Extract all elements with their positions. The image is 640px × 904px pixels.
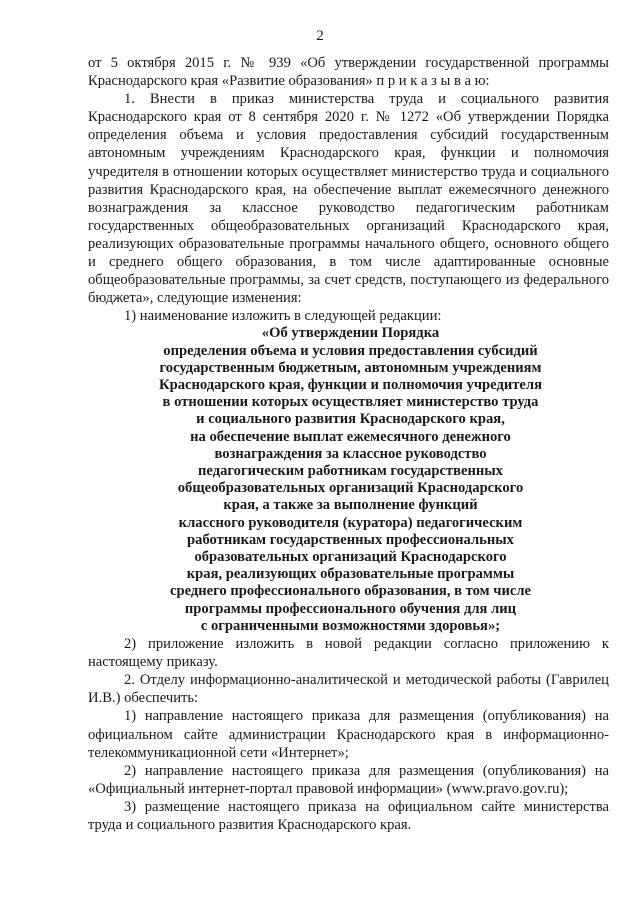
item-2-1-paragraph: 1) направление настоящего приказа для размещения (опубликования) на официальном сайте администрации Краснодарского края в информационно-телекоммуникационной сети «Интернет»;: [88, 708, 609, 761]
title-line: государственным бюджетным, автономным учреждениям: [159, 359, 542, 376]
page-number: 2: [316, 28, 324, 44]
title-line: классного руководителя (куратора) педагогическим: [178, 514, 523, 531]
title-line: педагогическим работникам государственных: [198, 463, 503, 480]
title-line: на обеспечение выплат ежемесячного денежного: [190, 428, 511, 445]
title-line: в отношении которых осуществляет министерство труда: [162, 394, 539, 411]
document-body: [88, 54, 609, 834]
title-line: определения объема и условия предоставления субсидий: [163, 342, 538, 359]
title-line: края, а также за выполнение функций: [223, 497, 478, 514]
title-line: общеобразовательных организаций Краснодарского: [177, 480, 524, 497]
title-line: программы профессионального обучения для лиц: [184, 600, 517, 617]
title-line: «Об утверждении Порядка: [261, 325, 440, 342]
item-1-2-paragraph: 2) приложение изложить в новой редакции согласно приложению к настоящему приказу.: [88, 636, 609, 671]
item-1-paragraph: 1. Внести в приказ министерства труда и социального развития Краснодарского края от 8 сентября 2020 г. № 1272 «Об утверждении Порядка определения объема и условия предоставления субсидий государственным автономным учреждениям Краснодарского края, функции и полномочия учредителя в отношении которых осуществляет министерство труда и социального развития Краснодарского края, на обеспечение выплат ежемесячного денежного вознаграждения за классное руководство педагогическим работникам государственных общеобразовательных организаций Краснодарского края, реализующих образовательные программы начального общего, основного общего и среднего общего образования, в том числе адаптированные основные общеобразовательные программы, за счет средств, поступающего из федерального бюджета», следующие изменения:: [88, 91, 609, 307]
item-2-3-paragraph: 3) размещение настоящего приказа на официальном сайте министерства труда и социального развития Краснодарского края.: [88, 798, 609, 833]
title-line: с ограниченными возможностями здоровья»;: [200, 617, 501, 634]
title-line: и социального развития Краснодарского края,: [196, 411, 505, 428]
new-title-block: [88, 325, 609, 635]
item-2-paragraph: 2. Отделу информационно-аналитической и методической работы (Гаврилец И.В.) обеспечить:: [88, 672, 609, 707]
intro-paragraph: от 5 октября 2015 г. № 939 «Об утверждении государственной программы Краснодарского края «Развитие образования» п р и к а з ы в а ю:: [88, 55, 609, 90]
title-line: края, реализующих образовательные программы: [186, 566, 515, 583]
item-2-2-paragraph: 2) направление настоящего приказа для размещения (опубликования) на «Официальный интернет-портал правовой информации» (www.pravo.gov.ru);: [88, 762, 609, 797]
title-line: работникам государственных профессиональных: [187, 531, 514, 548]
title-line: Краснодарского края, функции и полномочия учредителя: [159, 377, 542, 394]
title-line: образовательных организаций Краснодарского: [194, 549, 507, 566]
title-line: среднего профессионального образования, в том числе: [169, 583, 532, 600]
title-line: вознаграждения за классное руководство: [214, 445, 487, 462]
item-1-1-paragraph: 1) наименование изложить в следующей редакции:: [124, 308, 442, 325]
